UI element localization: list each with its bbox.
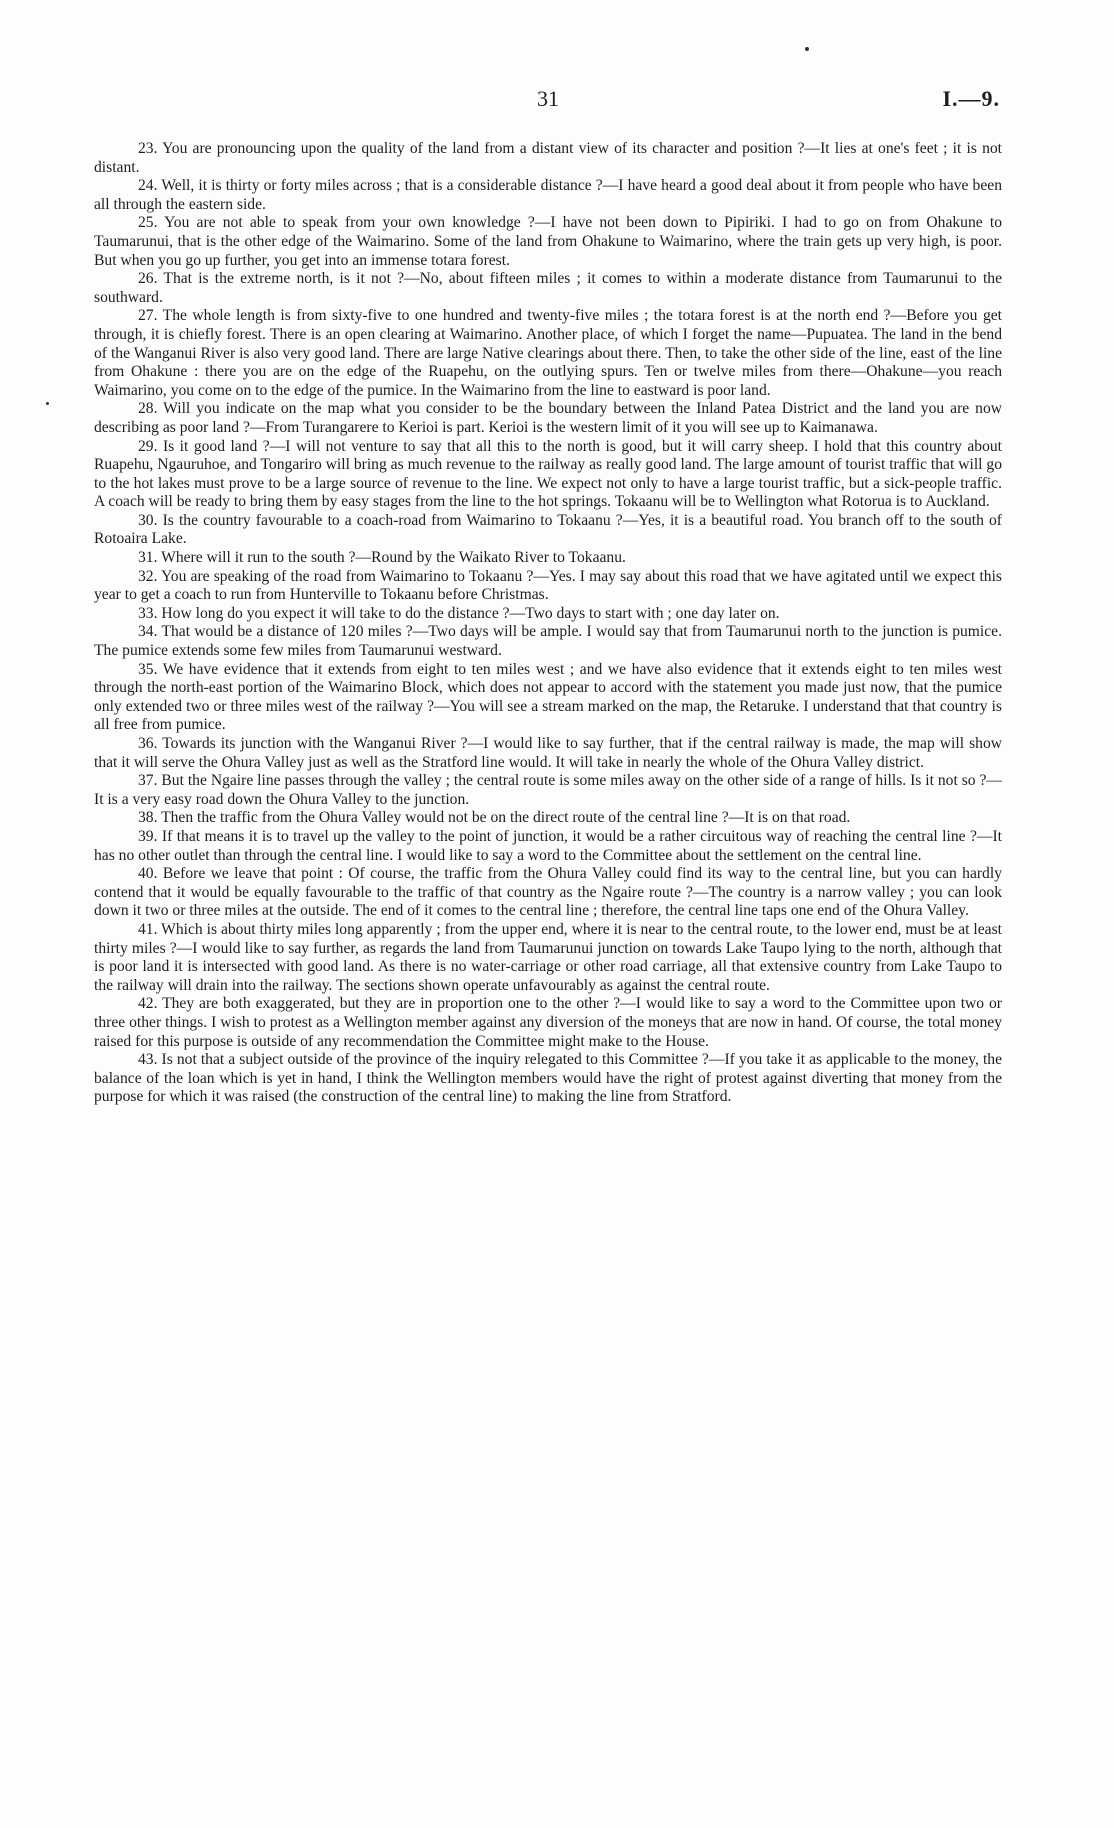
paragraph-27: 27. The whole length is from sixty-five to one hundred and twenty-five miles ; the totara forest is at the north end ?—Before you get through, it is chiefly forest. There is an open clearing at Waimarino. Another place, of which I forget the name—Pupuatea. The land in the bend of the Wanganui River is also very good land. There are large Native clearings about there. Then, to take the other side of the line, east of the line from Ohakune : there you are on the edge of the Ruapehu, on the outlying spurs. Ten or twelve miles from there—Ohakune—you reach Waimarino, you come on to the edge of the pumice. In the Waimarino from the line to eastward is poor land. (94, 307, 1002, 399)
body-text (94, 140, 1002, 1107)
paragraph-38: 38. Then the traffic from the Ohura Valley would not be on the direct route of the central line ?—It is on that road. (138, 809, 851, 827)
paragraph-43: 43. Is not that a subject outside of the province of the inquiry relegated to this Committee ?—If you take it as applicable to the money, the balance of the loan which is yet in hand, I think the Wellington members would have the right of protest against diverting that money from the purpose for which it was raised (the construction of the central line) to making the line from Stratford. (94, 1051, 1002, 1106)
paragraph-32: 32. You are speaking of the road from Waimarino to Tokaanu ?—Yes. I may say about this road that we have agitated until we expect this year to get a coach to run from Hunterville to Tokaanu before Christmas. (94, 567, 1002, 604)
paragraph-23: 23. You are pronouncing upon the quality of the land from a distant view of its character and position ?—It lies at one's feet ; it is not distant. (94, 140, 1002, 176)
paragraph-33: 33. How long do you expect it will take to do the distance ?—Two days to start with ; one day later on. (138, 604, 780, 622)
paragraph-39: 39. If that means it is to travel up the valley to the point of junction, it would be a rather circuitous way of reaching the central line ?—It has no other outlet than through the central line. I would like to say a word to the Committee about the settlement on the central line. (94, 827, 1002, 864)
paragraph-25: 25. You are not able to speak from your own knowledge ?—I have not been down to Pipiriki. I had to go on from Ohakune to Taumarunui, that is the other edge of the Waimarino. Some of the land from Ohakune to Waimarino, where the train gets up very high, is poor. But when you go up further, you get into an immense totara forest. (94, 214, 1002, 269)
paragraph-35: 35. We have evidence that it extends from eight to ten miles west ; and we have also evidence that it extends eight to ten miles west through the north-east portion of the Waimarino Block, which does not appear to accord with the statement you made just now, that the pumice only extended two or three miles west of the railway ?—You will see a stream marked on the map, the Retaruke. I understand that that country is all free from pumice. (94, 660, 1002, 734)
paragraph-26: 26. That is the extreme north, is it not ?—No, about fifteen miles ; it comes to within a moderate distance from Taumarunui to the southward. (94, 270, 1002, 306)
page-header (94, 86, 1002, 116)
paragraph-41: 41. Which is about thirty miles long apparently ; from the upper end, where it is near to the central route, to the lower end, must be at least thirty miles ?—I would like to say further, as regards the land from Taumarunui junction on towards Lake Taupo lying to the north, although that is poor land it is intersected with good land. As there is no water-carriage or other road carriage, all that extensive country from Lake Taupo to the railway will drain into the railway. The sections shown operate unfavourably as against the central route. (94, 920, 1002, 994)
paragraph-36: 36. Towards its junction with the Wanganui River ?—I would like to say further, that if the central railway is made, the map will show that it will serve the Ohura Valley just as well as the Stratford line would. It will take in nearly the whole of the Ohura Valley district. (94, 735, 1002, 771)
paragraph-34: 34. That would be a distance of 120 miles ?—Two days will be ample. I would say that from Taumarunui north to the junction is pumice. The pumice extends some few miles from Taumarunui westward. (94, 623, 1002, 660)
ink-speck-mark (805, 47, 809, 51)
paragraph-42: 42. They are both exaggerated, but they are in proportion one to the other ?—I would like to say a word to the Committee upon two or three other things. I wish to protest as a Wellington member against any diversion of the moneys that are now in hand. Of course, the total money raised for this purpose is outside of any recommendation the Committee might make to the House. (94, 995, 1002, 1050)
paragraph-29: 29. Is it good land ?—I will not venture to say that all this to the north is good, but it will carry sheep. I hold that this country about Ruapehu, Ngauruhoe, and Tongariro will bring as much revenue to the railway as really good land. The large amount of tourist traffic that will go to the hot lakes must prove to be a large source of revenue to the line. We expect not only to have a large tourist traffic, but a sick-people traffic. A coach will be ready to bring them by easy stages from the line to the hot springs. Tokaanu will be to Wellington what Rotorua is to Auckland. (94, 437, 1002, 511)
paragraph-28: 28. Will you indicate on the map what you consider to be the boundary between the Inland Patea District and the land you are now describing as poor land ?—From Turangarere to Kerioi is part. Kerioi is the western limit of it you will see up to Kaimanawa. (94, 400, 1002, 436)
paragraph-24: 24. Well, it is thirty or forty miles across ; that is a considerable distance ?—I have heard a good deal about it from people who have been all through the eastern side. (94, 177, 1002, 213)
ink-speck-mark (46, 402, 49, 405)
page-number: 31 (537, 86, 559, 111)
paragraph-40: 40. Before we leave that point : Of course, the traffic from the Ohura Valley could find its way to the central line, but you can hardly contend that it would be equally favourable to the traffic of that country as the Ngaire route ?—The country is a narrow valley ; you can look down it two or three miles at the outside. The end of it comes to the central line ; therefore, the central line taps one end of the Ohura Valley. (94, 865, 1002, 920)
document-reference: I.—9. (942, 86, 1000, 111)
paragraph-37: 37. But the Ngaire line passes through the valley ; the central route is some miles away on the other side of a range of hills. Is it not so ?—It is a very easy road down the Ohura Valley to the junction. (94, 772, 1002, 808)
paragraph-30: 30. Is the country favourable to a coach-road from Waimarino to Tokaanu ?—Yes, it is a beautiful road. You branch off to the south of Rotoaira Lake. (94, 511, 1002, 548)
paragraph-31: 31. Where will it run to the south ?—Round by the Waikato River to Tokaanu. (138, 549, 626, 567)
